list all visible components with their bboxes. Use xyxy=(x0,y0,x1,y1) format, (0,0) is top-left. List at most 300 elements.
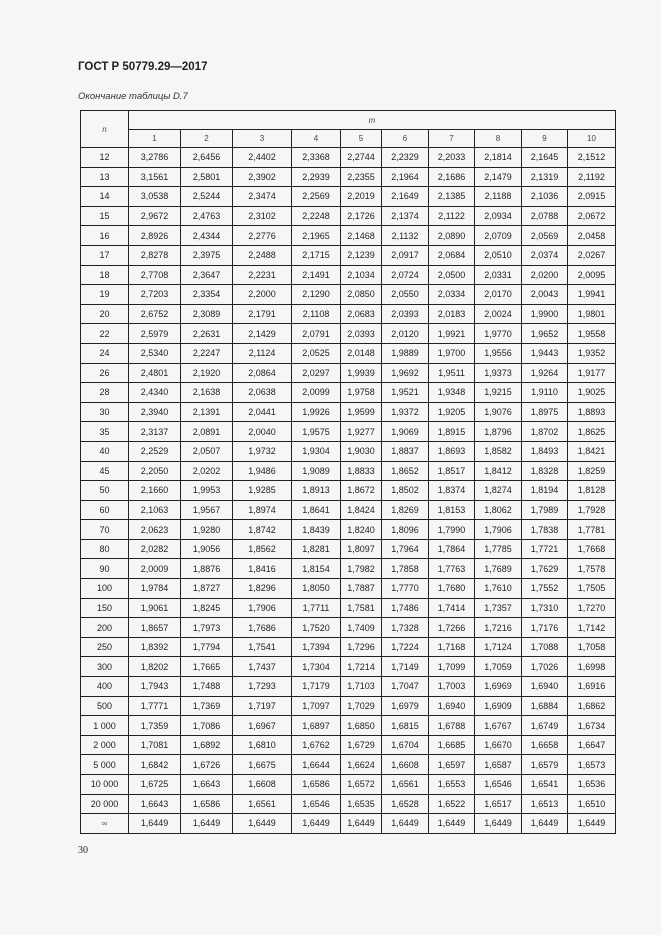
table-cell: 2,4801 xyxy=(129,363,181,383)
table-cell: 1,7047 xyxy=(382,677,429,697)
table-cell: 2,0043 xyxy=(522,285,568,305)
table-cell: 1,9900 xyxy=(522,304,568,324)
table-cell: 2,2329 xyxy=(382,148,429,168)
table-cell: 1,8153 xyxy=(429,500,475,520)
table-row xyxy=(81,755,616,775)
table-cell: 1,7310 xyxy=(522,598,568,618)
table-cell: 1,8672 xyxy=(341,481,382,501)
table-row xyxy=(81,677,616,697)
table-row xyxy=(81,226,616,246)
row-label-n: 10 000 xyxy=(81,775,129,795)
table-cell: 1,6892 xyxy=(181,735,233,755)
table-cell: 2,0009 xyxy=(129,559,181,579)
table-cell: 2,3102 xyxy=(233,206,292,226)
table-cell: 2,0510 xyxy=(475,245,522,265)
table-cell: 1,6517 xyxy=(475,794,522,814)
table-cell: 2,0709 xyxy=(475,226,522,246)
column-header-m: 9 xyxy=(522,130,568,148)
table-row xyxy=(81,814,616,834)
table-cell: 2,1290 xyxy=(292,285,341,305)
column-header-m: 5 xyxy=(341,130,382,148)
table-cell: 1,7124 xyxy=(475,637,522,657)
table-cell: 3,0538 xyxy=(129,187,181,207)
table-cell: 2,1491 xyxy=(292,265,341,285)
table-cell: 2,1108 xyxy=(292,304,341,324)
table-cell: 1,8915 xyxy=(429,422,475,442)
table-caption: Окончание таблицы D.7 xyxy=(78,91,188,102)
table-cell: 1,9511 xyxy=(429,363,475,383)
table-cell: 2,3089 xyxy=(181,304,233,324)
table-cell: 1,7610 xyxy=(475,579,522,599)
table-cell: 1,6528 xyxy=(382,794,429,814)
table-cell: 1,7437 xyxy=(233,657,292,677)
row-label-n: 16 xyxy=(81,226,129,246)
table-cell: 2,0500 xyxy=(429,265,475,285)
table-cell: 2,0095 xyxy=(568,265,616,285)
row-label-n: 1 000 xyxy=(81,716,129,736)
table-cell: 1,8893 xyxy=(568,402,616,422)
table-cell: 1,7838 xyxy=(522,520,568,540)
table-cell: 1,8096 xyxy=(382,520,429,540)
table-cell: 2,0024 xyxy=(475,304,522,324)
table-cell: 1,9558 xyxy=(568,324,616,344)
table-cell: 2,5244 xyxy=(181,187,233,207)
table-row xyxy=(81,441,616,461)
table-cell: 1,7029 xyxy=(341,696,382,716)
row-label-n: 30 xyxy=(81,402,129,422)
table-cell: 1,6449 xyxy=(292,814,341,834)
table-cell: 2,1686 xyxy=(429,167,475,187)
table-cell: 1,7943 xyxy=(129,677,181,697)
table-cell: 3,2786 xyxy=(129,148,181,168)
table-cell: 2,6456 xyxy=(181,148,233,168)
table-row xyxy=(81,324,616,344)
row-label-n: 90 xyxy=(81,559,129,579)
table-cell: 1,9692 xyxy=(382,363,429,383)
table-cell: 2,0507 xyxy=(181,441,233,461)
table-cell: 1,7086 xyxy=(181,716,233,736)
table-cell: 1,7989 xyxy=(522,500,568,520)
table-cell: 3,1561 xyxy=(129,167,181,187)
table-cell: 1,9056 xyxy=(181,539,233,559)
table-cell: 2,0040 xyxy=(233,422,292,442)
table-cell: 2,1239 xyxy=(341,245,382,265)
table-cell: 2,0148 xyxy=(341,343,382,363)
table-cell: 2,0183 xyxy=(429,304,475,324)
table-cell: 2,4763 xyxy=(181,206,233,226)
table-cell: 1,9352 xyxy=(568,343,616,363)
table-cell: 1,6573 xyxy=(568,755,616,775)
table-cell: 1,8652 xyxy=(382,461,429,481)
table-cell: 1,6541 xyxy=(522,775,568,795)
table-cell: 2,7203 xyxy=(129,285,181,305)
row-header-n: n xyxy=(81,111,129,148)
table-cell: 1,8439 xyxy=(292,520,341,540)
table-body xyxy=(81,148,616,834)
table-cell: 2,0202 xyxy=(181,461,233,481)
table-cell: 2,1468 xyxy=(341,226,382,246)
table-cell: 1,7982 xyxy=(341,559,382,579)
table-cell: 1,7270 xyxy=(568,598,616,618)
table-cell: 1,7293 xyxy=(233,677,292,697)
table-cell: 2,2019 xyxy=(341,187,382,207)
table-cell: 1,6513 xyxy=(522,794,568,814)
table-cell: 2,4340 xyxy=(129,383,181,403)
table-cell: 1,9177 xyxy=(568,363,616,383)
table-cell: 1,7906 xyxy=(475,520,522,540)
table-row xyxy=(81,657,616,677)
table-cell: 1,7689 xyxy=(475,559,522,579)
row-label-n: 28 xyxy=(81,383,129,403)
table-cell: 1,9061 xyxy=(129,598,181,618)
table-cell: 1,8493 xyxy=(522,441,568,461)
table-cell: 1,8913 xyxy=(292,481,341,501)
table-cell: 1,8562 xyxy=(233,539,292,559)
table-cell: 2,2488 xyxy=(233,245,292,265)
table-cell: 1,8876 xyxy=(181,559,233,579)
table-cell: 1,7520 xyxy=(292,618,341,638)
table-cell: 1,7328 xyxy=(382,618,429,638)
table-cell: 2,1036 xyxy=(522,187,568,207)
table-row xyxy=(81,559,616,579)
table-cell: 2,0331 xyxy=(475,265,522,285)
table-cell: 1,9205 xyxy=(429,402,475,422)
table-row xyxy=(81,637,616,657)
table-cell: 1,6586 xyxy=(181,794,233,814)
table-cell: 1,9285 xyxy=(233,481,292,501)
table-cell: 2,1791 xyxy=(233,304,292,324)
table-cell: 2,4344 xyxy=(181,226,233,246)
row-label-n: 20 xyxy=(81,304,129,324)
table-cell: 1,8517 xyxy=(429,461,475,481)
table-cell: 1,7059 xyxy=(475,657,522,677)
table-cell: 1,9758 xyxy=(341,383,382,403)
table-cell: 1,6510 xyxy=(568,794,616,814)
table-cell: 1,8154 xyxy=(292,559,341,579)
row-label-n: 2 000 xyxy=(81,735,129,755)
table-cell: 1,8412 xyxy=(475,461,522,481)
table-cell: 2,1649 xyxy=(382,187,429,207)
row-label-n: 12 xyxy=(81,148,129,168)
row-label-n: 50 xyxy=(81,481,129,501)
table-cell: 1,9921 xyxy=(429,324,475,344)
table-cell: 1,8702 xyxy=(522,422,568,442)
table-cell: 2,3975 xyxy=(181,245,233,265)
table-cell: 2,3902 xyxy=(233,167,292,187)
table-cell: 1,6979 xyxy=(382,696,429,716)
table-cell: 1,6608 xyxy=(382,755,429,775)
column-header-m: 3 xyxy=(233,130,292,148)
table-row xyxy=(81,148,616,168)
table-cell: 1,8833 xyxy=(341,461,382,481)
table-cell: 1,9373 xyxy=(475,363,522,383)
table-cell: 1,9069 xyxy=(382,422,429,442)
table-cell: 1,7711 xyxy=(292,598,341,618)
table-cell: 1,6536 xyxy=(568,775,616,795)
table-cell: 2,1726 xyxy=(341,206,382,226)
table-cell: 2,6752 xyxy=(129,304,181,324)
table-cell: 2,3354 xyxy=(181,285,233,305)
table-cell: 1,6909 xyxy=(475,696,522,716)
table-cell: 1,6729 xyxy=(341,735,382,755)
table-row xyxy=(81,206,616,226)
table-cell: 1,7369 xyxy=(181,696,233,716)
table-cell: 2,2033 xyxy=(429,148,475,168)
row-label-n: 60 xyxy=(81,500,129,520)
table-cell: 2,1638 xyxy=(181,383,233,403)
table-cell: 1,6586 xyxy=(292,775,341,795)
table-cell: 1,6561 xyxy=(382,775,429,795)
table-cell: 1,7680 xyxy=(429,579,475,599)
row-label-n: 14 xyxy=(81,187,129,207)
table-cell: 1,8374 xyxy=(429,481,475,501)
row-label-n: 80 xyxy=(81,539,129,559)
table-cell: 1,9304 xyxy=(292,441,341,461)
table-cell: 1,7629 xyxy=(522,559,568,579)
table-cell: 1,9280 xyxy=(181,520,233,540)
table-cell: 1,7770 xyxy=(382,579,429,599)
table-cell: 2,7708 xyxy=(129,265,181,285)
table-cell: 2,1479 xyxy=(475,167,522,187)
table-cell: 1,7179 xyxy=(292,677,341,697)
table-cell: 2,1964 xyxy=(382,167,429,187)
table-cell: 1,6553 xyxy=(429,775,475,795)
table-cell: 2,0458 xyxy=(568,226,616,246)
column-header-m: 10 xyxy=(568,130,616,148)
row-label-n: 35 xyxy=(81,422,129,442)
table-cell: 2,2355 xyxy=(341,167,382,187)
table-cell: 1,7081 xyxy=(129,735,181,755)
table-cell: 2,2247 xyxy=(181,343,233,363)
table-cell: 2,1385 xyxy=(429,187,475,207)
table-cell: 2,2631 xyxy=(181,324,233,344)
table-cell: 1,7359 xyxy=(129,716,181,736)
table-cell: 1,7906 xyxy=(233,598,292,618)
table-cell: 1,7668 xyxy=(568,539,616,559)
page-number: 30 xyxy=(78,845,88,856)
row-label-n: 100 xyxy=(81,579,129,599)
table-cell: 1,6862 xyxy=(568,696,616,716)
table-cell: 1,9025 xyxy=(568,383,616,403)
row-label-n: 22 xyxy=(81,324,129,344)
column-header-m: 2 xyxy=(181,130,233,148)
table-cell: 1,6647 xyxy=(568,735,616,755)
table-cell: 1,6658 xyxy=(522,735,568,755)
table-cell: 1,6916 xyxy=(568,677,616,697)
table-cell: 1,6788 xyxy=(429,716,475,736)
table-cell: 1,9348 xyxy=(429,383,475,403)
table-cell: 2,0282 xyxy=(129,539,181,559)
table-cell: 2,0890 xyxy=(429,226,475,246)
table-cell: 1,7197 xyxy=(233,696,292,716)
table-row xyxy=(81,187,616,207)
table-cell: 1,6597 xyxy=(429,755,475,775)
table-row xyxy=(81,794,616,814)
table-cell: 1,8296 xyxy=(233,579,292,599)
table-cell: 1,6449 xyxy=(429,814,475,834)
table-cell: 2,1034 xyxy=(341,265,382,285)
table-cell: 2,0525 xyxy=(292,343,341,363)
table-cell: 1,9215 xyxy=(475,383,522,403)
table-cell: 1,8202 xyxy=(129,657,181,677)
table-cell: 1,6449 xyxy=(382,814,429,834)
table-row xyxy=(81,265,616,285)
table-cell: 2,0550 xyxy=(382,285,429,305)
table-cell: 1,9784 xyxy=(129,579,181,599)
table-cell: 1,9926 xyxy=(292,402,341,422)
table-row xyxy=(81,285,616,305)
table-cell: 1,8424 xyxy=(341,500,382,520)
table-cell: 2,3940 xyxy=(129,402,181,422)
table-cell: 1,7149 xyxy=(382,657,429,677)
table-row xyxy=(81,343,616,363)
table-cell: 1,7578 xyxy=(568,559,616,579)
row-label-n: ∞ xyxy=(81,814,129,834)
table-cell: 1,7058 xyxy=(568,637,616,657)
table-cell: 1,7581 xyxy=(341,598,382,618)
table-cell: 2,2529 xyxy=(129,441,181,461)
table-row xyxy=(81,598,616,618)
table-cell: 1,6546 xyxy=(475,775,522,795)
table-cell: 1,6704 xyxy=(382,735,429,755)
table-row xyxy=(81,481,616,501)
table-cell: 1,6587 xyxy=(475,755,522,775)
table-cell: 1,6608 xyxy=(233,775,292,795)
table-cell: 1,6449 xyxy=(341,814,382,834)
table-cell: 2,8926 xyxy=(129,226,181,246)
table-row xyxy=(81,520,616,540)
row-label-n: 400 xyxy=(81,677,129,697)
table-cell: 2,0724 xyxy=(382,265,429,285)
column-header-m: 8 xyxy=(475,130,522,148)
table-cell: 1,9770 xyxy=(475,324,522,344)
table-cell: 1,7488 xyxy=(181,677,233,697)
table-cell: 2,5340 xyxy=(129,343,181,363)
table-cell: 2,4402 xyxy=(233,148,292,168)
table-cell: 1,8641 xyxy=(292,500,341,520)
table-cell: 1,6561 xyxy=(233,794,292,814)
table-cell: 1,6749 xyxy=(522,716,568,736)
table-cell: 1,9486 xyxy=(233,461,292,481)
table-cell: 1,7505 xyxy=(568,579,616,599)
critical-values-table xyxy=(80,110,616,834)
table-cell: 1,8416 xyxy=(233,559,292,579)
table-cell: 1,9575 xyxy=(292,422,341,442)
table-cell: 1,7296 xyxy=(341,637,382,657)
table-cell: 1,7176 xyxy=(522,618,568,638)
table-cell: 2,0334 xyxy=(429,285,475,305)
table-cell: 1,9939 xyxy=(341,363,382,383)
table-cell: 1,6579 xyxy=(522,755,568,775)
column-header-m: 6 xyxy=(382,130,429,148)
table-cell: 2,2248 xyxy=(292,206,341,226)
table-cell: 2,1645 xyxy=(522,148,568,168)
table-cell: 2,8278 xyxy=(129,245,181,265)
table-cell: 2,0638 xyxy=(233,383,292,403)
table-cell: 1,9953 xyxy=(181,481,233,501)
row-label-n: 200 xyxy=(81,618,129,638)
table-cell: 1,9941 xyxy=(568,285,616,305)
table-row xyxy=(81,579,616,599)
table-cell: 1,8837 xyxy=(382,441,429,461)
table-cell: 2,0393 xyxy=(382,304,429,324)
table-cell: 2,2939 xyxy=(292,167,341,187)
table-cell: 2,0850 xyxy=(341,285,382,305)
row-label-n: 20 000 xyxy=(81,794,129,814)
table-cell: 1,7721 xyxy=(522,539,568,559)
table-cell: 1,6969 xyxy=(475,677,522,697)
table-cell: 1,6734 xyxy=(568,716,616,736)
row-label-n: 26 xyxy=(81,363,129,383)
table-cell: 1,9567 xyxy=(181,500,233,520)
table-cell: 2,1660 xyxy=(129,481,181,501)
table-cell: 2,0934 xyxy=(475,206,522,226)
table-cell: 2,1965 xyxy=(292,226,341,246)
table-cell: 1,6815 xyxy=(382,716,429,736)
table-cell: 1,9443 xyxy=(522,343,568,363)
table-cell: 1,9521 xyxy=(382,383,429,403)
table-cell: 1,6967 xyxy=(233,716,292,736)
table-cell: 1,9652 xyxy=(522,324,568,344)
table-cell: 1,7928 xyxy=(568,500,616,520)
table-cell: 2,1192 xyxy=(568,167,616,187)
column-header-m: 1 xyxy=(129,130,181,148)
table-cell: 2,9672 xyxy=(129,206,181,226)
table-cell: 1,9801 xyxy=(568,304,616,324)
row-label-n: 500 xyxy=(81,696,129,716)
table-cell: 1,7541 xyxy=(233,637,292,657)
table-cell: 2,0393 xyxy=(341,324,382,344)
table-cell: 2,0374 xyxy=(522,245,568,265)
table-cell: 2,1429 xyxy=(233,324,292,344)
table-cell: 2,2000 xyxy=(233,285,292,305)
table-cell: 1,9030 xyxy=(341,441,382,461)
table-cell: 1,7864 xyxy=(429,539,475,559)
table-cell: 2,2050 xyxy=(129,461,181,481)
table-cell: 1,6675 xyxy=(233,755,292,775)
table-cell: 1,8975 xyxy=(522,402,568,422)
table-cell: 2,2776 xyxy=(233,226,292,246)
table-cell: 1,9732 xyxy=(233,441,292,461)
table-cell: 1,8742 xyxy=(233,520,292,540)
row-label-n: 18 xyxy=(81,265,129,285)
table-cell: 1,6449 xyxy=(522,814,568,834)
table-row xyxy=(81,696,616,716)
table-cell: 1,6449 xyxy=(233,814,292,834)
table-cell: 1,6670 xyxy=(475,735,522,755)
table-cell: 1,6810 xyxy=(233,735,292,755)
table-row xyxy=(81,735,616,755)
table-cell: 1,6643 xyxy=(181,775,233,795)
table-cell: 1,7357 xyxy=(475,598,522,618)
table-cell: 1,7763 xyxy=(429,559,475,579)
row-label-n: 5 000 xyxy=(81,755,129,775)
table-cell: 2,1920 xyxy=(181,363,233,383)
table-cell: 2,1715 xyxy=(292,245,341,265)
table-cell: 1,8582 xyxy=(475,441,522,461)
table-cell: 1,6897 xyxy=(292,716,341,736)
table-cell: 1,7266 xyxy=(429,618,475,638)
table-cell: 2,0915 xyxy=(568,187,616,207)
table-cell: 2,0791 xyxy=(292,324,341,344)
table-row xyxy=(81,500,616,520)
table-cell: 1,7003 xyxy=(429,677,475,697)
table-cell: 1,6726 xyxy=(181,755,233,775)
table-cell: 2,0672 xyxy=(568,206,616,226)
table-cell: 1,9110 xyxy=(522,383,568,403)
column-headers-row xyxy=(81,130,616,148)
table-row xyxy=(81,716,616,736)
